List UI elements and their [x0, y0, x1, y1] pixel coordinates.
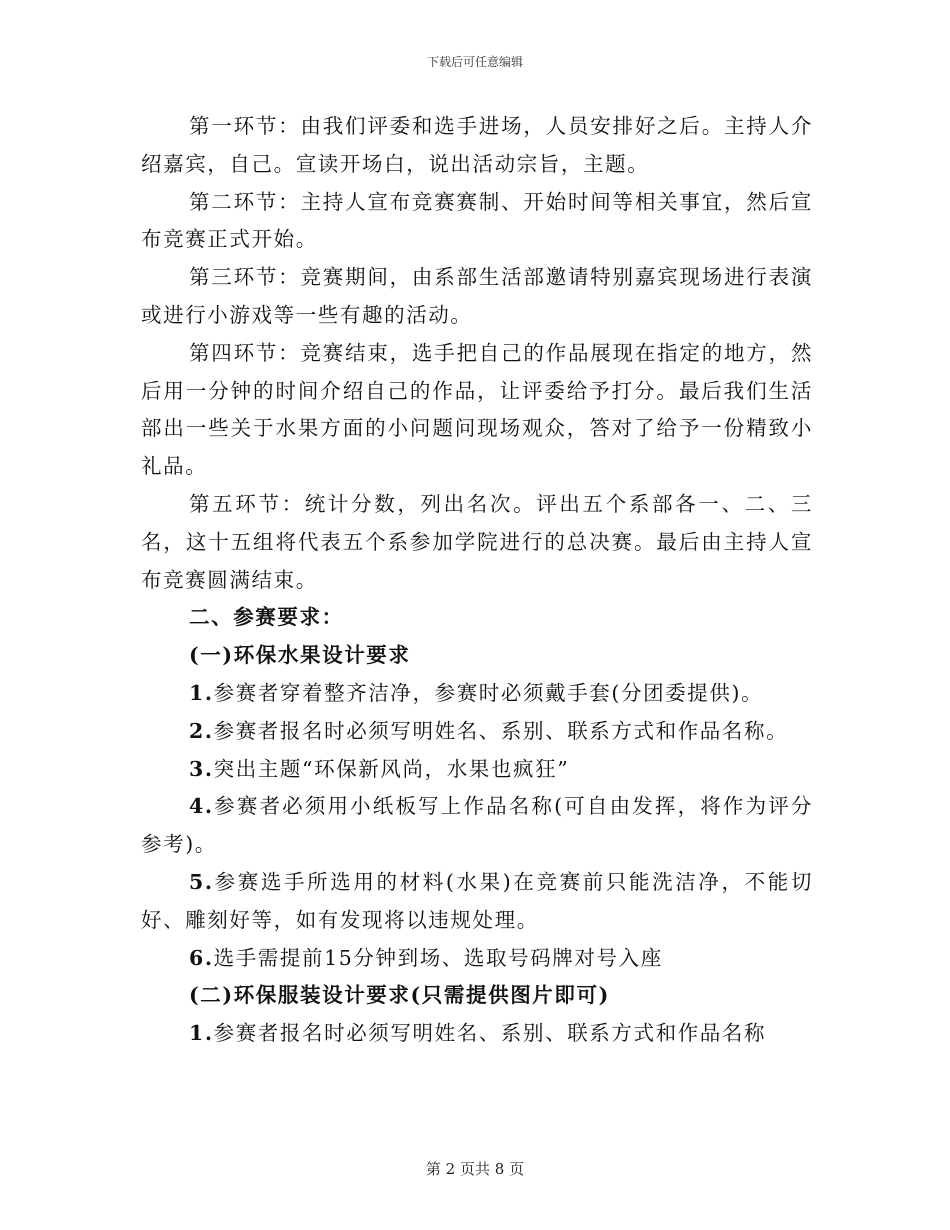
page-footer-number: 第 2 页共 8 页 [425, 1160, 525, 1178]
paragraph-step-4: 第四环节：竞赛结束，选手把自己的作品展现在指定的地方，然后用一分钟的时间介绍自己的作品，让评委给予打分。最后我们生活部出一些关于水果方面的小问题问现场观众，答对了给予一份精致小礼品。 [141, 340, 813, 479]
fruit-requirement-item [141, 751, 813, 789]
clothing-requirement-item [141, 1015, 813, 1053]
item-number: 2. [189, 718, 214, 743]
paragraph-step-3: 第三环节：竞赛期间，由系部生活部邀请特别嘉宾现场进行表演或进行小游戏等一些有趣的活动。 [141, 265, 813, 327]
fruit-requirement-item [141, 713, 813, 751]
item-text: 突出主题“环保新风尚，水果也疯狂” [213, 756, 570, 781]
item-number: 1. [189, 1021, 214, 1046]
item-number: 5. [189, 869, 214, 894]
document-body [141, 108, 813, 1053]
item-number: 6. [189, 945, 214, 970]
item-text: 参赛者报名时必须写明姓名、系别、联系方式和作品名称。 [213, 718, 789, 743]
item-text: 参赛者穿着整齐洁净，参赛时必须戴手套(分团委提供)。 [213, 680, 764, 705]
fruit-requirement-item [141, 864, 813, 940]
page-header-note: 下载后可任意编辑 [426, 55, 523, 69]
fruit-requirement-item [141, 788, 813, 864]
fruit-requirement-item [141, 675, 813, 713]
subsection-title-fruit: (一)环保水果设计要求 [189, 643, 411, 668]
subsection-title-clothing: (二)环保服装设计要求(只需提供图片即可) [189, 983, 610, 1008]
item-text: 参赛者报名时必须写明姓名、系别、联系方式和作品名称 [213, 1021, 767, 1046]
item-text: 参赛者必须用小纸板写上作品名称(可自由发挥，将作为评分参考)。 [141, 794, 813, 857]
item-number: 3. [189, 756, 214, 781]
paragraph-step-2: 第二环节：主持人宣布竞赛赛制、开始时间等相关事宜，然后宣布竞赛正式开始。 [141, 189, 813, 252]
item-text: 参赛选手所选用的材料(水果)在竞赛前只能洗洁净，不能切好、雕刻好等，如有发现将以违规处理。 [141, 869, 813, 932]
item-number: 4. [189, 794, 214, 819]
paragraph-step-5: 第五环节：统计分数，列出名次。评出五个系部各一、二、三名，这十五组将代表五个系参加学院进行的总决赛。最后由主持人宣布竞赛圆满结束。 [141, 491, 813, 592]
section-title: 二、参赛要求： [189, 605, 344, 630]
fruit-requirement-item [141, 940, 813, 978]
item-number: 1. [189, 680, 214, 705]
paragraph-step-1: 第一环节：由我们评委和选手进场，人员安排好之后。主持人介绍嘉宾，自己。宣读开场白，说出活动宗旨，主题。 [141, 114, 813, 176]
item-text: 选手需提前15分钟到场、选取号码牌对号入座 [213, 945, 663, 970]
